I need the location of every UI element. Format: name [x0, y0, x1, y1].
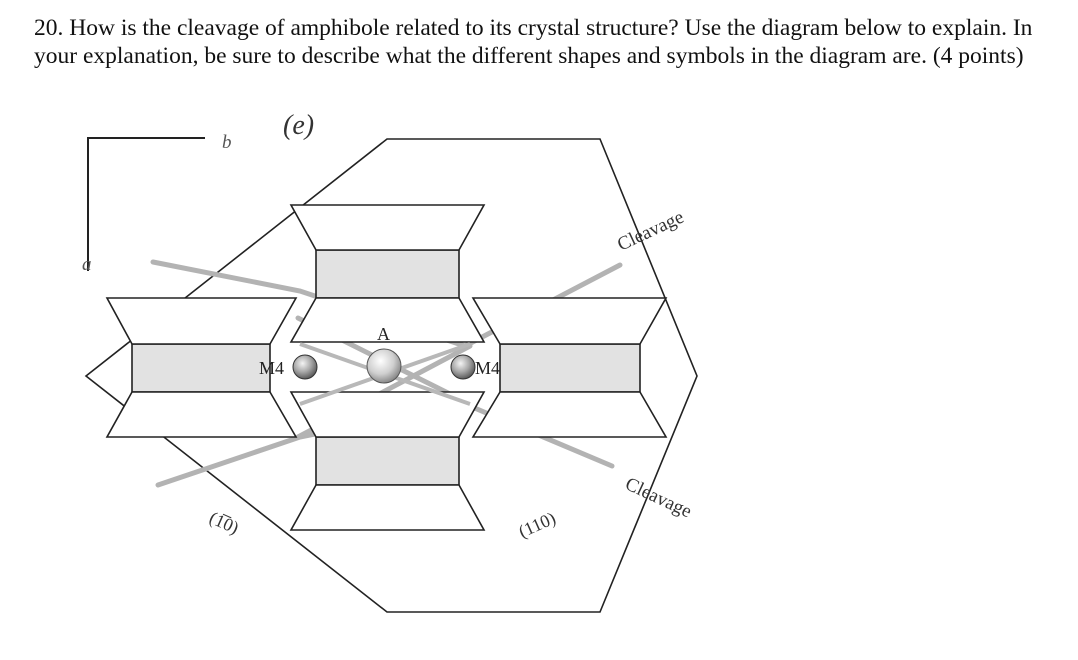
question-text: 20. How is the cleavage of amphibole related to its crystal structure? Use the diagram below to explain. In your explanation, be sure to describe what the different shapes and symbols in the diagram are. (4 points) — [34, 15, 1033, 69]
i-beam-right — [473, 298, 666, 437]
axis-b-label: b — [222, 132, 232, 153]
i-beam-bottom — [291, 392, 484, 530]
m4-right-label: M4 — [475, 358, 501, 378]
m4-left-atom — [293, 355, 317, 379]
m4-left-label: M4 — [259, 358, 285, 378]
axis-indicator — [82, 132, 232, 275]
panel-label: (e) — [283, 110, 315, 141]
cleavage-label-bottom: Cleavage — [621, 473, 695, 523]
a-site-atom — [367, 349, 401, 383]
i-beam-top — [291, 205, 484, 342]
plane-label-left: (1̅0) — [206, 507, 242, 538]
cleavage-label-top: Cleavage — [614, 206, 688, 256]
axis-a-label: a — [82, 254, 92, 275]
a-site-label: A — [377, 324, 390, 344]
m4-right-atom — [451, 355, 475, 379]
plane-label-right: (110) — [515, 507, 559, 542]
